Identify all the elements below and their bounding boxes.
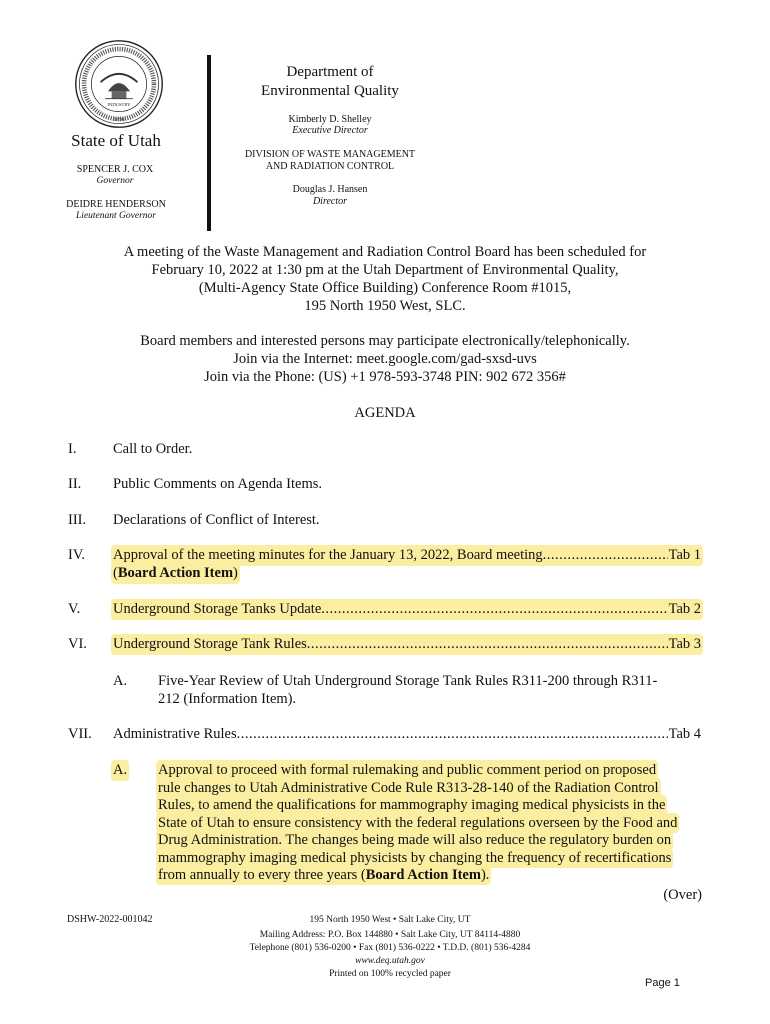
governor-name: SPENCER J. COX (76, 164, 154, 175)
footer-website[interactable]: www.deq.utah.gov (355, 956, 425, 966)
agenda-number: VII. (68, 726, 92, 742)
department-line-2: Environmental Quality (261, 83, 399, 99)
agenda-item-text: Underground Storage Tank Rules (113, 636, 307, 652)
agenda-number: I. (68, 441, 77, 457)
remote-line: Join via the Phone: (US) +1 978-593-3748 PIN: 902 672 356# (204, 369, 566, 385)
sub-item-five-year-review: Five-Year Review of Utah Underground Storage Tank Rules R311-200 through R311- 212 (Information Item). (158, 673, 658, 707)
agenda-item-ust-update (113, 601, 701, 618)
agenda-number: VI. (68, 636, 87, 652)
dot-leader (307, 636, 668, 653)
agenda-number: IV. (68, 547, 86, 563)
svg-text:1896: 1896 (113, 116, 125, 123)
agenda-number: V. (68, 601, 81, 617)
agenda-item-text: Administrative Rules (113, 726, 237, 742)
tab-reference: Tab 2 (668, 601, 701, 617)
remote-line: Join via the Internet: meet.google.com/gad-sxsd-uvs (233, 351, 537, 367)
footer-phone: Telephone (801) 536-0200 • Fax (801) 536-0222 • T.D.D. (801) 536-4284 (249, 943, 531, 953)
tab-reference: Tab 4 (668, 726, 701, 742)
agenda-heading: AGENDA (354, 405, 416, 421)
remote-line: Board members and interested persons may participate electronically/telephonically. (140, 333, 630, 349)
page-number: Page 1 (645, 977, 680, 989)
agenda-item-call-to-order: Call to Order. (113, 441, 193, 457)
svg-text:INDUSTRY: INDUSTRY (107, 102, 131, 108)
lt-governor-name: DEIDRE HENDERSON (66, 199, 166, 210)
executive-director-name: Kimberly D. Shelley (288, 114, 372, 125)
lt-governor-title: Lieutenant Governor (76, 211, 156, 221)
state-seal-logo (73, 38, 165, 130)
footer-mailing: Mailing Address: P.O. Box 144880 • Salt Lake City, UT 84114-4880 (259, 930, 521, 940)
tab-reference: Tab 3 (668, 636, 701, 652)
sub-item-rulemaking-approval: Approval to proceed with formal rulemaking and public comment period on proposed rule changes to Utah Administrative Code Rule R313-28-140 of the Radiation Control Rules, to amend the qualifications for mammography imaging medical physicists in the State of Utah to ensure consistency with the federal regulations overseen by the Food and Drug Administration. The changes being made will also reduce the regulatory burden on mammography imaging medical physicists by changing the frequency of recertifications from annually to every three years (Board Action Item). (158, 762, 678, 883)
footer-address: 195 North 1950 West • Salt Lake City, UT (309, 915, 471, 925)
meeting-notice-line: (Multi-Agency State Office Building) Conference Room #1015, (198, 280, 572, 296)
division-line-1: DIVISION OF WASTE MANAGEMENT (244, 149, 416, 160)
remote-participation (60, 332, 710, 386)
meeting-notice (60, 243, 710, 315)
governor-title: Governor (96, 176, 134, 186)
state-name: State of Utah (71, 131, 161, 150)
agenda-item-administrative-rules (113, 726, 701, 743)
agenda-item-text: Approval of the meeting minutes for the January 13, 2022, Board meeting (113, 547, 543, 563)
director-title: Director (312, 196, 348, 207)
executive-director-title: Executive Director (292, 125, 368, 136)
over-indicator: (Over) (663, 887, 702, 903)
agenda-item-minutes-approval (113, 547, 701, 564)
dot-leader (543, 547, 668, 564)
agenda-item-ust-rules (113, 636, 701, 653)
meeting-notice-line: 195 North 1950 West, SLC. (304, 298, 466, 314)
division-line-2: AND RADIATION CONTROL (265, 161, 395, 172)
sub-item-letter: A. (113, 673, 128, 689)
director-name: Douglas J. Hansen (292, 184, 368, 195)
dot-leader (321, 601, 667, 618)
tab-reference: Tab 1 (668, 547, 701, 563)
footer-recycled: Printed on 100% recycled paper (329, 969, 451, 979)
meeting-notice-line: February 10, 2022 at 1:30 pm at the Utah Department of Environmental Quality, (151, 262, 619, 278)
agenda-item-text: Underground Storage Tanks Update (113, 601, 322, 617)
sub-item-letter: A. (113, 762, 128, 778)
agenda-number: III. (68, 512, 87, 528)
department-line-1: Department of (286, 64, 374, 80)
header-divider (207, 55, 211, 231)
agenda-number: II. (68, 476, 82, 492)
board-action-label: (Board Action Item) (113, 565, 238, 581)
document-id: DSHW-2022-001042 (67, 914, 153, 925)
agenda-item-conflict-of-interest: Declarations of Conflict of Interest. (113, 512, 320, 528)
dot-leader (237, 726, 668, 743)
meeting-notice-line: A meeting of the Waste Management and Radiation Control Board has been scheduled for (123, 244, 647, 260)
agenda-item-public-comments: Public Comments on Agenda Items. (113, 476, 323, 492)
